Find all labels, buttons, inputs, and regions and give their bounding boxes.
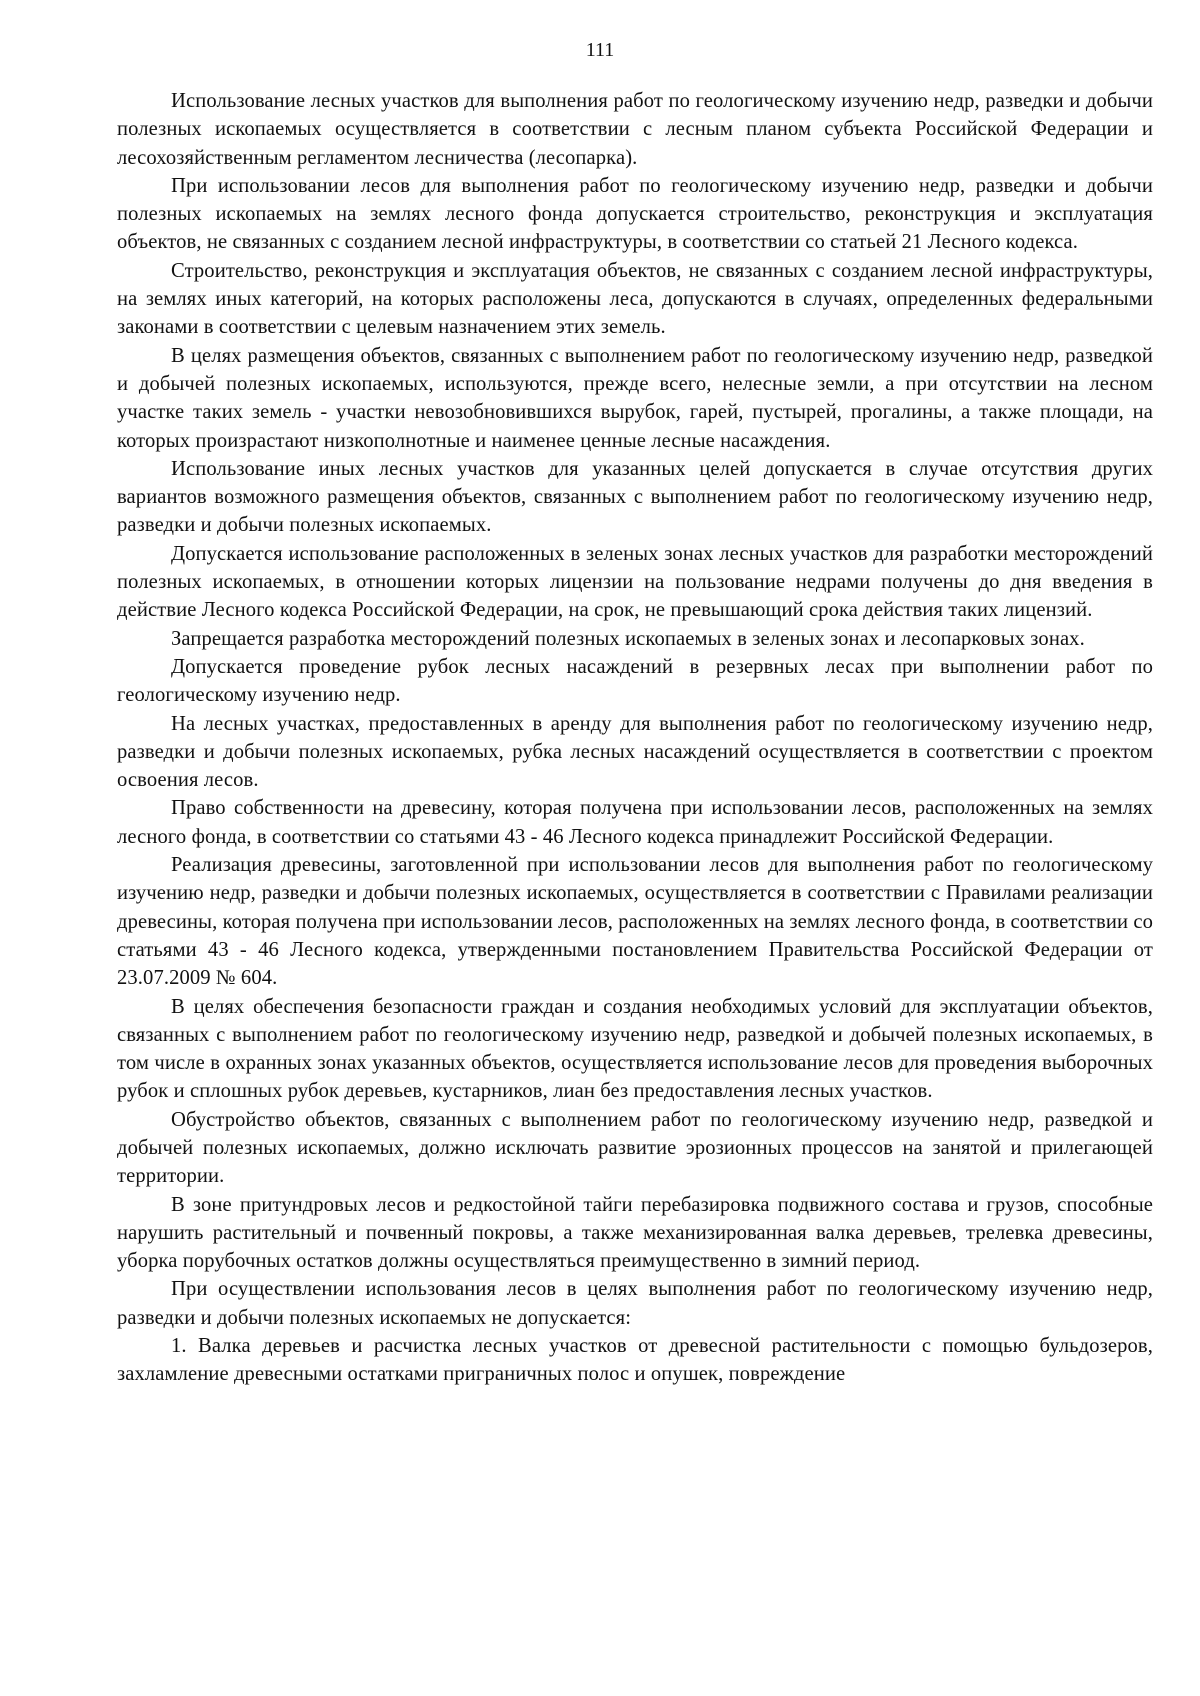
paragraph: Строительство, реконструкция и эксплуатация объектов, не связанных с созданием лесной инфраструктуры, на землях иных категорий, на которых расположены леса, допускаются в случаях, определенных федеральными законами в соответствии с целевым назначением этих земель. bbox=[117, 259, 1153, 339]
paragraph: При осуществлении использования лесов в целях выполнения работ по геологическому изучению недр, разведки и добычи полезных ископаемых не допускается: bbox=[117, 1278, 1153, 1329]
paragraph: Запрещается разработка месторождений полезных ископаемых в зеленых зонах и лесопарковых зонах. bbox=[171, 627, 1085, 650]
paragraph: При использовании лесов для выполнения работ по геологическому изучению недр, разведки и добычи полезных ископаемых на землях лесного фонда допускается строительство, реконструкция и эксплуатация объектов, не связанных с созданием лесной инфраструктуры, в соответствии со статьей 21 Лесного кодекса. bbox=[117, 174, 1153, 254]
paragraph: Реализация древесины, заготовленной при использовании лесов для выполнения работ по геологическому изучению недр, разведки и добычи полезных ископаемых, осуществляется в соответствии с Правилами реализации древесины, которая получена при использовании лесов, расположенных на землях лесного фонда, в соответствии со статьями 43 - 46 Лесного кодекса, утвержденными постановлением Правительства Российской Федерации от 23.07.2009 № 604. bbox=[117, 854, 1153, 990]
paragraph: Использование лесных участков для выполнения работ по геологическому изучению недр, разведки и добычи полезных ископаемых осуществляется в соответствии с лесным планом субъекта Российской Федерации и лесохозяйственным регламентом лесничества (лесопарка). bbox=[117, 90, 1153, 169]
list-item: 1. Валка деревьев и расчистка лесных участков от древесной растительности с помощью бульдозеров, захламление древесными остатками приграничных полос и опушек, повреждение bbox=[117, 1335, 1153, 1386]
paragraph: В целях обеспечения безопасности граждан и создания необходимых условий для эксплуатации объектов, связанных с выполнением работ по геологическому изучению недр, разведкой и добычей полезных ископаемых, в том числе в охранных зонах указанных объектов, осуществляется использование лесов для проведения выборочных рубок и сплошных рубок деревьев, кустарников, лиан без предоставления лесных участков. bbox=[117, 995, 1153, 1103]
paragraph: Использование иных лесных участков для указанных целей допускается в случае отсутствия других вариантов возможного размещения объектов, связанных с выполнением работ по геологическому изучению недр, разведки и добычи полезных ископаемых. bbox=[117, 457, 1153, 537]
document-body bbox=[117, 87, 1153, 1389]
page-number: 111 bbox=[585, 39, 615, 61]
paragraph: В целях размещения объектов, связанных с выполнением работ по геологическому изучению недр, разведкой и добычей полезных ископаемых, используются, прежде всего, нелесные земли, а при отсутствии на лесном участке таких земель - участки невозобновившихся вырубок, гарей, пустырей, прогалины, а также площади, на которых произрастают низкополнотные и наименее ценные лесные насаждения. bbox=[117, 344, 1153, 452]
paragraph: Право собственности на древесину, которая получена при использовании лесов, расположенных на землях лесного фонда, в соответствии со статьями 43 - 46 Лесного кодекса принадлежит Российской Федерации. bbox=[117, 797, 1153, 848]
paragraph: Обустройство объектов, связанных с выполнением работ по геологическому изучению недр, разведкой и добычей полезных ископаемых, должно исключать развитие эрозионных процессов на занятой и прилегающей территории. bbox=[117, 1108, 1153, 1188]
paragraph: Допускается проведение рубок лесных насаждений в резервных лесах при выполнении работ по геологическому изучению недр. bbox=[117, 655, 1153, 707]
paragraph: На лесных участках, предоставленных в аренду для выполнения работ по геологическому изучению недр, разведки и добычи полезных ископаемых, рубка лесных насаждений осуществляется в соответствии с проектом освоения лесов. bbox=[117, 712, 1153, 792]
paragraph: В зоне притундровых лесов и редкостойной тайги перебазировка подвижного состава и грузов, способные нарушить растительный и почвенный покровы, а также механизированная валка деревьев, трелевка древесины, уборка порубочных остатков должны осуществляться преимущественно в зимний период. bbox=[117, 1193, 1153, 1273]
paragraph: Допускается использование расположенных в зеленых зонах лесных участков для разработки месторождений полезных ископаемых, в отношении которых лицензии на пользование недрами получены до дня введения в действие Лесного кодекса Российской Федерации, на срок, не превышающий срока действия таких лицензий. bbox=[117, 542, 1153, 622]
